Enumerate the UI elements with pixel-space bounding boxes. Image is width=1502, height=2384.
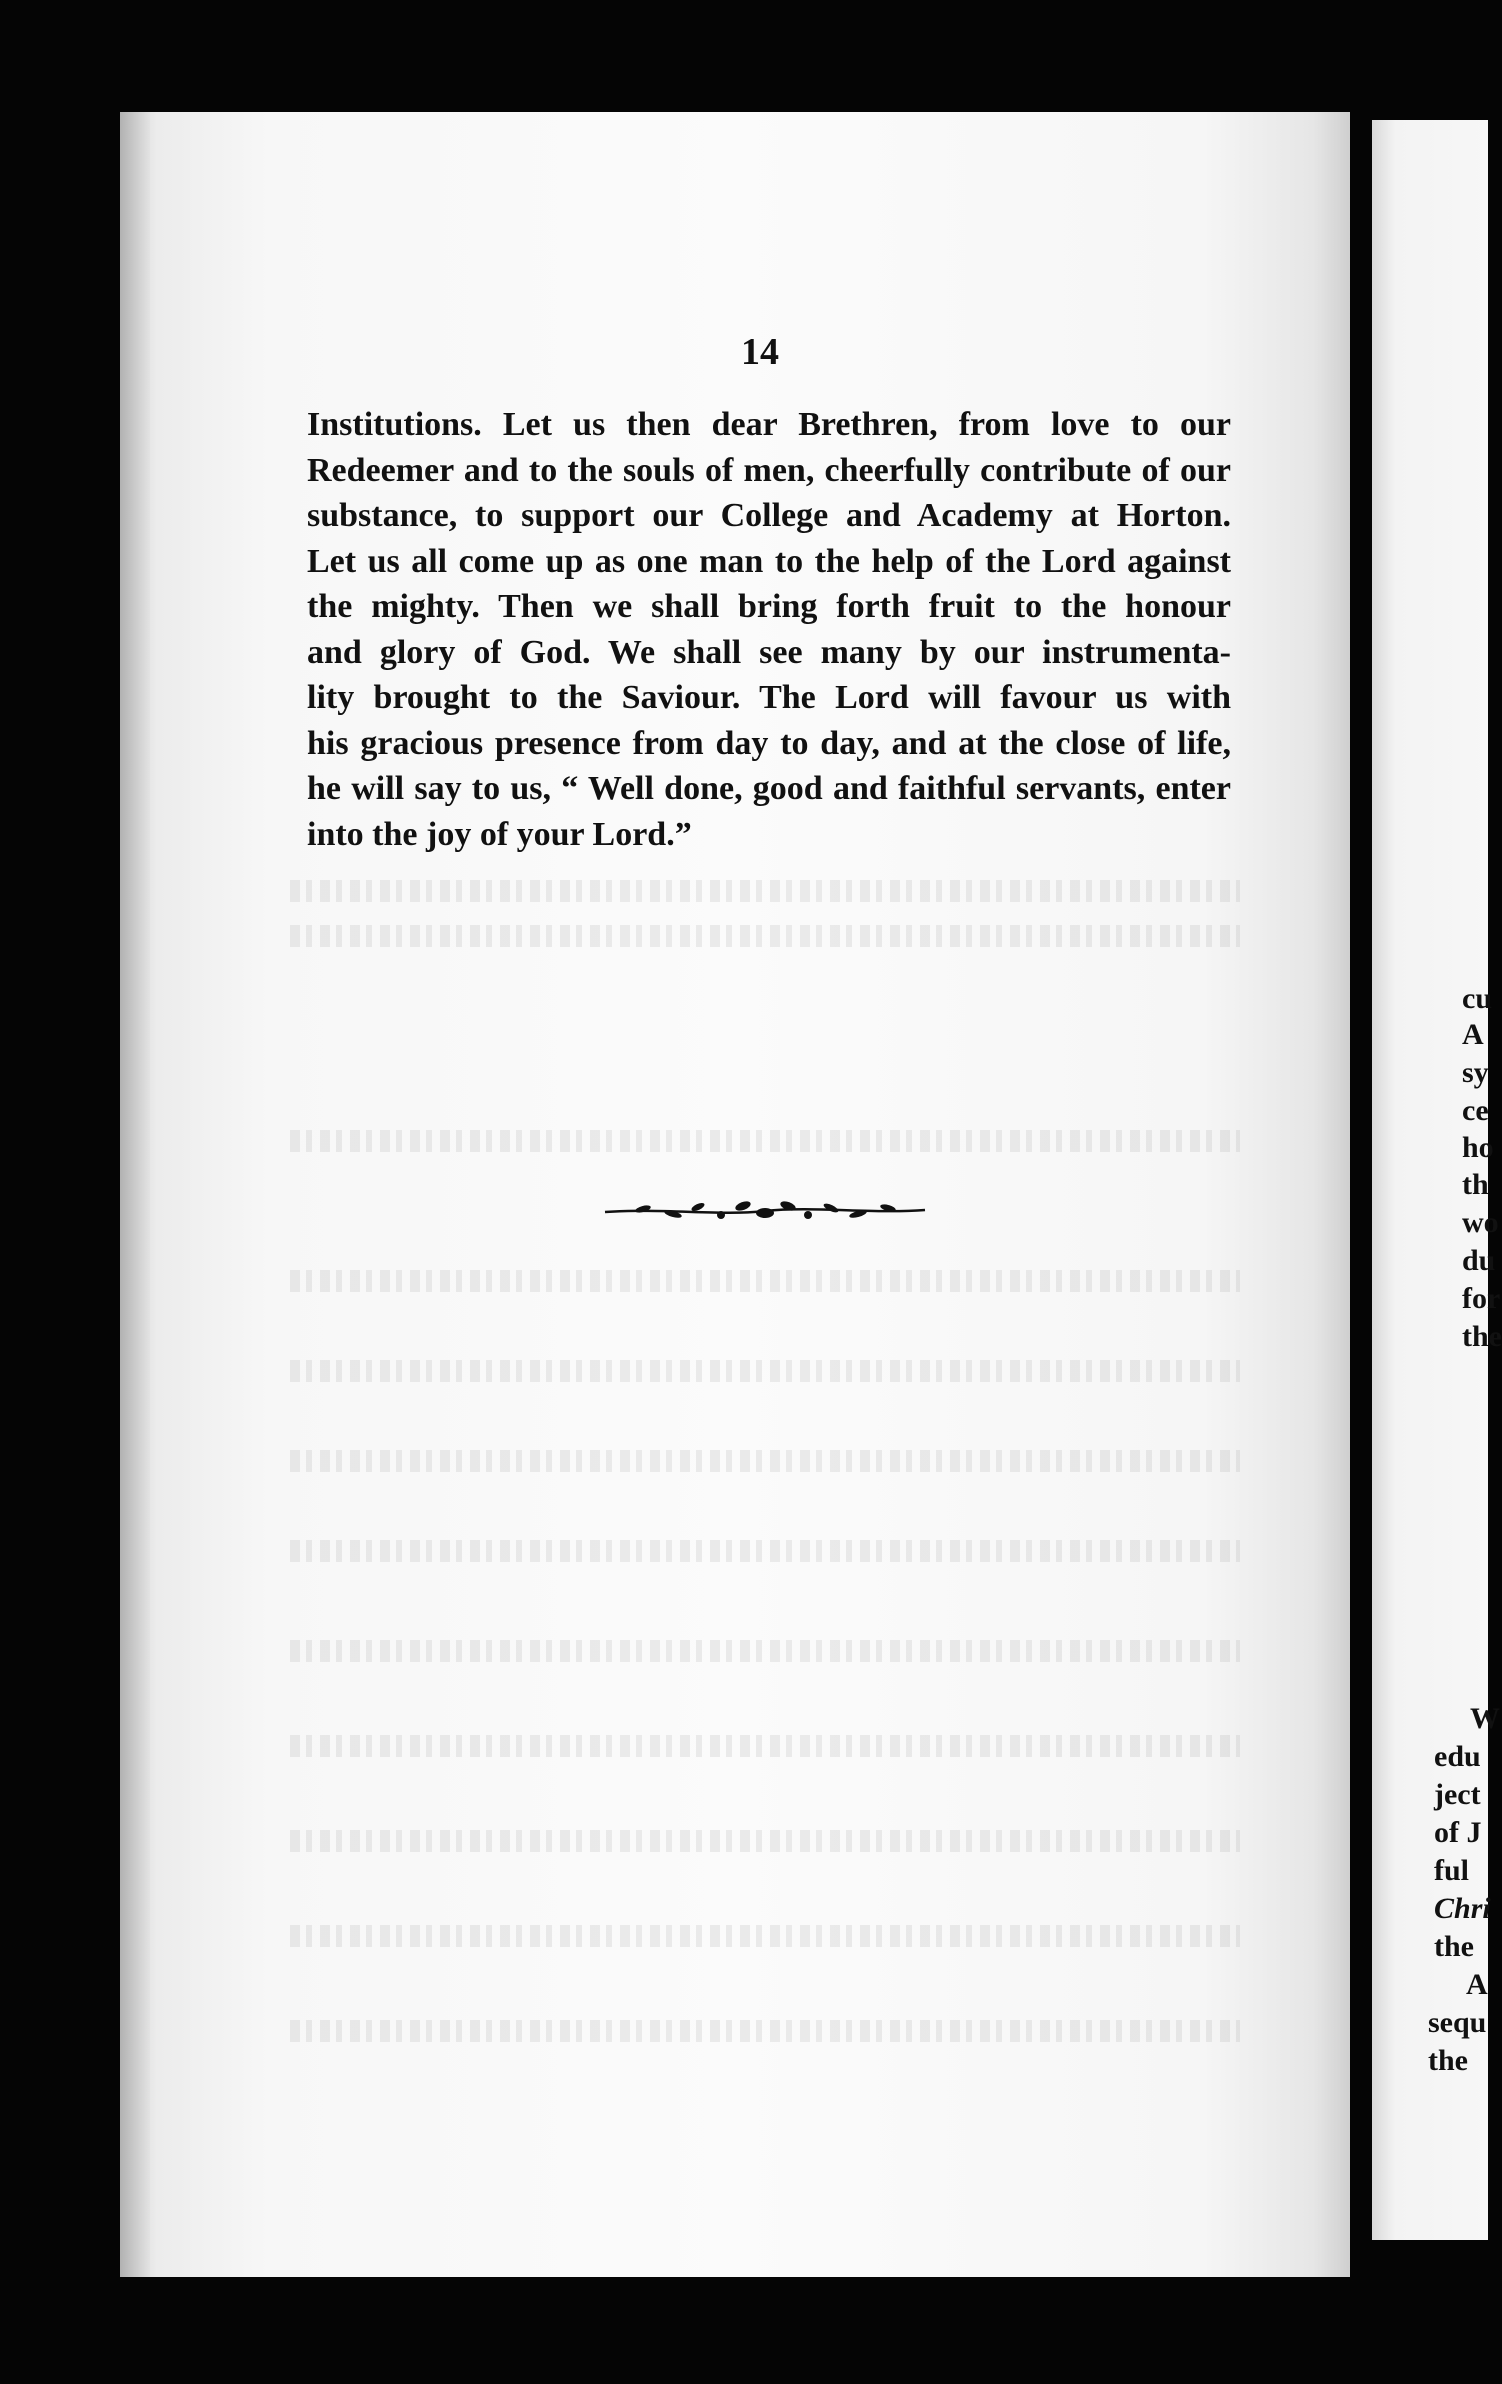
bleed-through-text [290, 1360, 1240, 1382]
facing-page-fragment: for [1462, 1282, 1501, 1315]
facing-page-fragment: ce [1462, 1094, 1489, 1127]
bleed-through-text [290, 1830, 1240, 1852]
bleed-through-text [290, 1130, 1240, 1152]
bleed-through-text [290, 1640, 1240, 1662]
text-line: into the joy of your Lord.” [307, 815, 692, 853]
facing-page-fragment: ful [1434, 1854, 1470, 1887]
bleed-through-text [290, 1450, 1240, 1472]
text-line: Redeemer and to the souls of men, cheerfully contribute of our [307, 451, 1231, 489]
text-line: the mighty. Then we shall bring forth fruit to the honour [307, 588, 1231, 625]
facing-page-fragment: W [1470, 1702, 1500, 1735]
facing-page-fragment: du [1462, 1244, 1496, 1277]
page-number: 14 [741, 331, 779, 373]
paragraph [307, 402, 1231, 857]
page-shadow [120, 112, 150, 2277]
facing-page-fragment: the [1462, 1320, 1502, 1353]
bleed-through-text [290, 1925, 1240, 1947]
facing-page-fragment: A [1466, 1968, 1488, 2001]
text-line: lity brought to the Saviour. The Lord will favour us with [307, 679, 1231, 716]
text-line: substance, to support our College and Academy at Horton. [307, 497, 1231, 534]
text-line: Let us all come up as one man to the help of the Lord against [307, 542, 1231, 580]
text-line: Institutions. Let us then dear Brethren, from love to our [307, 406, 1231, 443]
bleed-through-text [290, 1270, 1240, 1292]
facing-page-fragment: A [1462, 1018, 1484, 1051]
facing-page-fragment: the [1434, 1930, 1474, 1963]
facing-page-fragment: sequ [1428, 2006, 1487, 2039]
bleed-through-text [290, 925, 1240, 947]
bleed-through-text [290, 2020, 1240, 2042]
bleed-through-text [290, 1735, 1240, 1757]
facing-page-fragment: wo [1462, 1206, 1499, 1239]
text-line: his gracious presence from day to day, and at the close of life, [307, 724, 1231, 762]
facing-page-fragment: ject [1434, 1778, 1481, 1811]
facing-page-fragment: sy [1462, 1056, 1489, 1089]
bleed-through-text [290, 1540, 1240, 1562]
facing-page-fragment: of J [1434, 1816, 1482, 1849]
facing-page-fragment: ho [1462, 1131, 1494, 1164]
facing-page-fragment: cu [1462, 982, 1492, 1015]
bleed-through-text [290, 880, 1240, 902]
facing-page-fragment: edu [1434, 1740, 1481, 1773]
facing-page-fragment: the [1428, 2044, 1468, 2077]
text-line: he will say to us, “ Well done, good and faithful servants, enter [307, 770, 1231, 807]
vine-ornament-icon [603, 1198, 927, 1224]
text-line: and glory of God. We shall see many by our instrumenta- [307, 633, 1231, 671]
facing-page-fragment: Chri [1434, 1892, 1491, 1925]
facing-page-fragment: th [1462, 1168, 1489, 1201]
